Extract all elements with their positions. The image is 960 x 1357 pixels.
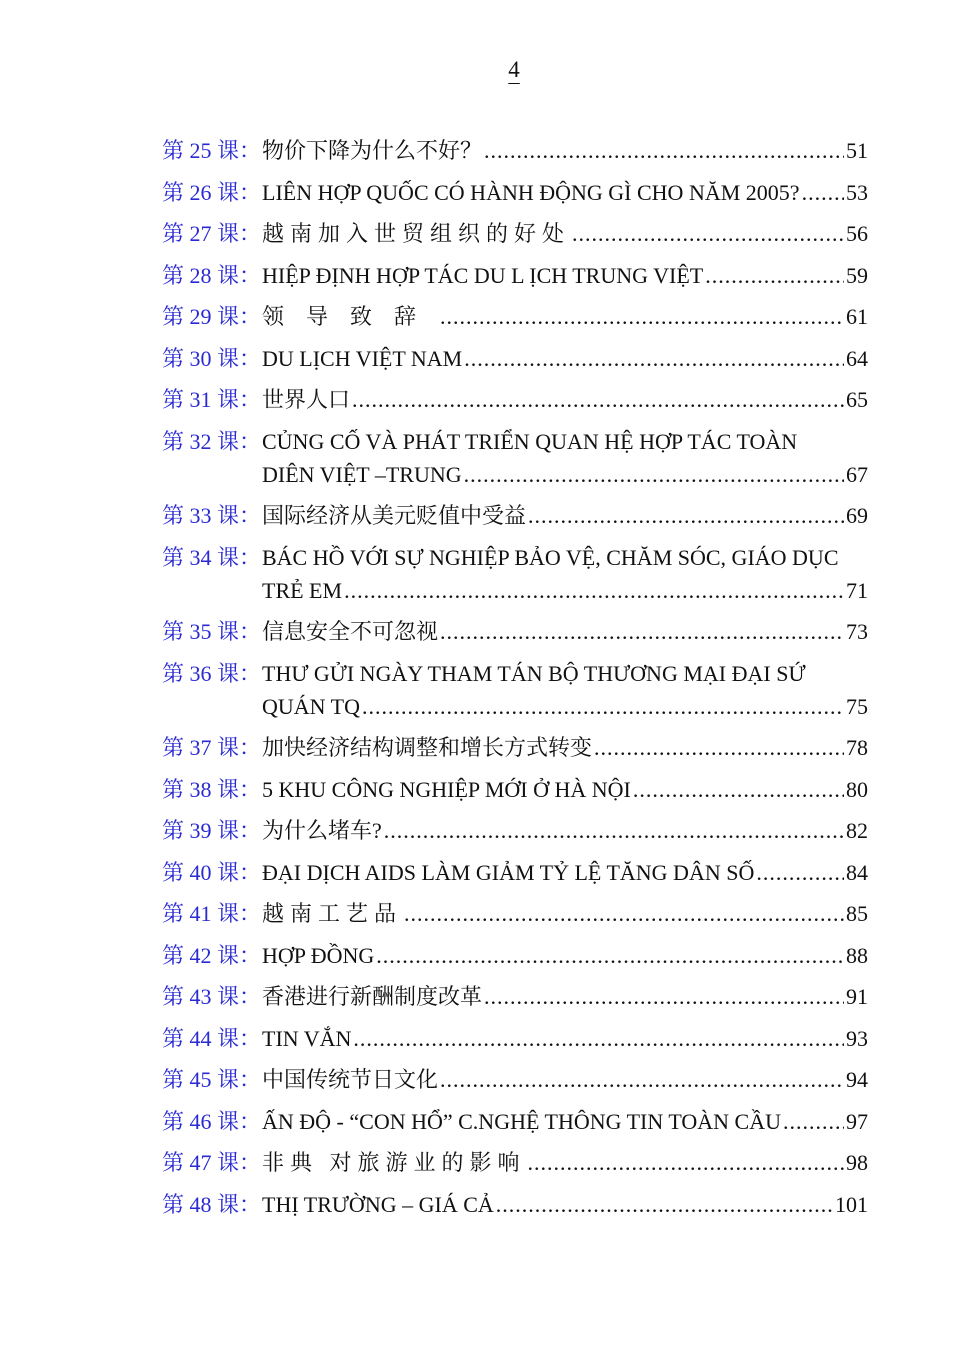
entry-body: [262, 541, 868, 607]
lesson-title: BÁC HỒ VỚI SỰ NGHIỆP BẢO VỆ, CHĂM SÓC, GIÁO DỤC: [262, 544, 839, 570]
dot-leader: [594, 731, 844, 764]
page-ref: 85: [846, 901, 868, 926]
entry-body: [262, 773, 868, 806]
lesson-title: 5 KHU CÔNG NGHIỆP MỚI Ở HÀ NỘI: [262, 776, 631, 802]
lesson-title: CỦNG CỐ VÀ PHÁT TRIỂN QUAN HỆ HỢP TÁC TOÀN: [262, 428, 798, 454]
dot-leader: [464, 342, 844, 375]
dot-leader: [440, 300, 844, 333]
page-ref: 56: [846, 221, 868, 246]
dot-leader: [384, 814, 844, 847]
dot-leader: [802, 176, 844, 209]
page-ref: 71: [846, 577, 868, 603]
page-ref: 61: [846, 304, 868, 329]
lesson-title: ẤN ĐỘ - “CON HỔ” C.NGHỆ THÔNG TIN TOÀN CẦU: [262, 1108, 782, 1134]
lesson-title: HỢP ĐỒNG: [262, 942, 375, 968]
entry-body: [262, 1146, 868, 1179]
toc-entry[interactable]: [162, 342, 868, 375]
lesson-title: 非典 对旅游业的影响: [262, 1150, 526, 1175]
lesson-title-continued: QUÁN TQ: [262, 693, 360, 719]
lesson-title: 信息安全不可忽视: [262, 619, 439, 644]
lesson-title: 为什么堵车?: [262, 818, 382, 843]
page-ref: 78: [846, 735, 868, 760]
lesson-title: 中国传统节日文化: [262, 1067, 439, 1092]
lesson-title: 越南工艺品: [262, 901, 403, 926]
dot-leader: [496, 1188, 833, 1221]
entry-body: [262, 980, 868, 1013]
entry-body: [262, 1105, 868, 1138]
toc-entry[interactable]: [162, 856, 868, 889]
lesson-label: 第 37 课：: [162, 735, 262, 760]
lesson-title-continued: DIÊN VIỆT –TRUNG: [262, 461, 462, 487]
page-ref: 93: [846, 1025, 868, 1051]
toc-entry[interactable]: [162, 541, 868, 607]
toc-entry[interactable]: [162, 134, 868, 167]
dot-leader: [464, 458, 844, 491]
lesson-title: TIN VẮN: [262, 1025, 352, 1051]
lesson-label: 第 36 课：: [162, 660, 262, 686]
lesson-title: DU LỊCH VIỆT NAM: [262, 345, 463, 371]
lesson-label: 第 42 课：: [162, 942, 262, 968]
toc-entry[interactable]: [162, 217, 868, 250]
page-ref: 64: [846, 345, 868, 371]
lesson-label: 第 28 课：: [162, 262, 262, 288]
lesson-label: 第 31 课：: [162, 387, 262, 412]
entry-body: [262, 217, 868, 250]
toc-entry[interactable]: [162, 1063, 868, 1096]
lesson-title-continued: TRẺ EM: [262, 577, 343, 603]
lesson-label: 第 43 课：: [162, 984, 262, 1009]
page-ref: 59: [846, 262, 868, 288]
dot-leader: [484, 980, 844, 1013]
lesson-label: 第 35 课：: [162, 619, 262, 644]
entry-body: [262, 300, 868, 333]
dot-leader: [344, 574, 844, 607]
dot-leader: [362, 690, 844, 723]
toc-entry[interactable]: [162, 731, 868, 764]
lesson-title: 领导致辞: [262, 304, 439, 329]
dot-leader: [705, 259, 844, 292]
lesson-title: THƯ GỬI NGÀY THAM TÁN BỘ THƯƠNG MẠI ĐẠI SỨ: [262, 660, 806, 686]
toc-entry[interactable]: [162, 897, 868, 930]
page-ref: 98: [846, 1150, 868, 1175]
entry-body: [262, 259, 868, 292]
entry-body: [262, 897, 868, 930]
lesson-label: 第 34 课：: [162, 544, 262, 570]
lesson-title: 香港进行新酬制度改革: [262, 984, 483, 1009]
lesson-title: 加快经济结构调整和增长方式转变: [262, 735, 593, 760]
toc-entry[interactable]: [162, 499, 868, 532]
dot-leader: [352, 383, 844, 416]
entry-body: [262, 176, 868, 209]
page-ref: 75: [846, 693, 868, 719]
lesson-label: 第 26 课：: [162, 179, 262, 205]
lesson-label: 第 25 课：: [162, 138, 262, 163]
dot-leader: [528, 1146, 844, 1179]
lesson-label: 第 44 课：: [162, 1025, 262, 1051]
page-ref: 67: [846, 461, 868, 487]
page-ref: 101: [835, 1191, 868, 1217]
entry-body: [262, 939, 868, 972]
entry-body: [262, 425, 868, 491]
lesson-title: LIÊN HỢP QUỐC CÓ HÀNH ĐỘNG GÌ CHO NĂM 2005?: [262, 179, 800, 205]
lesson-label: 第 30 课：: [162, 345, 262, 371]
dot-leader: [528, 499, 844, 532]
entry-body: [262, 1188, 868, 1221]
entry-body: [262, 657, 868, 723]
toc-entry[interactable]: [162, 425, 868, 491]
entry-body: [262, 499, 868, 532]
page-ref: 94: [846, 1067, 868, 1092]
lesson-label: 第 40 课：: [162, 859, 262, 885]
toc-entry[interactable]: [162, 383, 868, 416]
toc-entry[interactable]: [162, 773, 868, 806]
toc-entry[interactable]: [162, 980, 868, 1013]
dot-leader: [353, 1022, 844, 1055]
entry-body: [262, 342, 868, 375]
lesson-title: 世界人口: [262, 387, 351, 412]
toc-entry[interactable]: [162, 814, 868, 847]
page-ref: 82: [846, 818, 868, 843]
page-ref: 97: [846, 1108, 868, 1134]
toc-entry[interactable]: [162, 1022, 868, 1055]
page-ref: 91: [846, 984, 868, 1009]
toc-entry[interactable]: [162, 176, 868, 209]
page-ref: 84: [846, 859, 868, 885]
dot-leader: [484, 134, 844, 167]
lesson-label: 第 47 课：: [162, 1150, 262, 1175]
lesson-title: ĐẠI DỊCH AIDS LÀM GIẢM TỶ LỆ TĂNG DÂN SỐ: [262, 859, 755, 885]
toc-entry[interactable]: [162, 1146, 868, 1179]
entry-body: [262, 814, 868, 847]
entry-body: [262, 1022, 868, 1055]
toc-entry[interactable]: [162, 657, 868, 723]
lesson-label: 第 41 课：: [162, 901, 262, 926]
page-ref: 69: [846, 503, 868, 528]
dot-leader: [404, 897, 844, 930]
lesson-label: 第 48 课：: [162, 1191, 262, 1217]
lesson-title: HIỆP ĐỊNH HỢP TÁC DU L ỊCH TRUNG VIỆT: [262, 262, 704, 288]
toc-entry[interactable]: [162, 259, 868, 292]
entry-body: [262, 1063, 868, 1096]
toc-entry[interactable]: [162, 939, 868, 972]
page-ref: 53: [846, 179, 868, 205]
lesson-title: 物价下降为什么不好？: [262, 138, 483, 163]
page-ref: 88: [846, 942, 868, 968]
entry-body: [262, 731, 868, 764]
lesson-title: 国际经济从美元贬值中受益: [262, 503, 527, 528]
dot-leader: [440, 1063, 844, 1096]
lesson-title: THỊ TRƯỜNG – GIÁ CẢ: [262, 1191, 494, 1217]
lesson-label: 第 46 课：: [162, 1108, 262, 1134]
dot-leader: [572, 217, 844, 250]
lesson-label: 第 29 课：: [162, 304, 262, 329]
dot-leader: [440, 615, 844, 648]
page-number: 4: [508, 57, 520, 82]
page-ref: 80: [846, 776, 868, 802]
dot-leader: [633, 773, 844, 806]
dot-leader: [756, 856, 844, 889]
dot-leader: [783, 1105, 844, 1138]
table-of-contents: [162, 134, 868, 1229]
lesson-label: 第 39 课：: [162, 818, 262, 843]
page-ref: 65: [846, 387, 868, 412]
page-ref: 73: [846, 619, 868, 644]
lesson-label: 第 38 课：: [162, 776, 262, 802]
toc-entry[interactable]: [162, 615, 868, 648]
lesson-label: 第 27 课：: [162, 221, 262, 246]
lesson-title: 越南加入世贸组织的好处: [262, 221, 571, 246]
lesson-label: 第 45 课：: [162, 1067, 262, 1092]
entry-body: [262, 383, 868, 416]
entry-body: [262, 134, 868, 167]
toc-entry[interactable]: [162, 300, 868, 333]
entry-body: [262, 615, 868, 648]
toc-entry[interactable]: [162, 1105, 868, 1138]
entry-body: [262, 856, 868, 889]
page-ref: 51: [846, 138, 868, 163]
dot-leader: [376, 939, 844, 972]
toc-entry[interactable]: [162, 1188, 868, 1221]
lesson-label: 第 33 课：: [162, 503, 262, 528]
lesson-label: 第 32 课：: [162, 428, 262, 454]
